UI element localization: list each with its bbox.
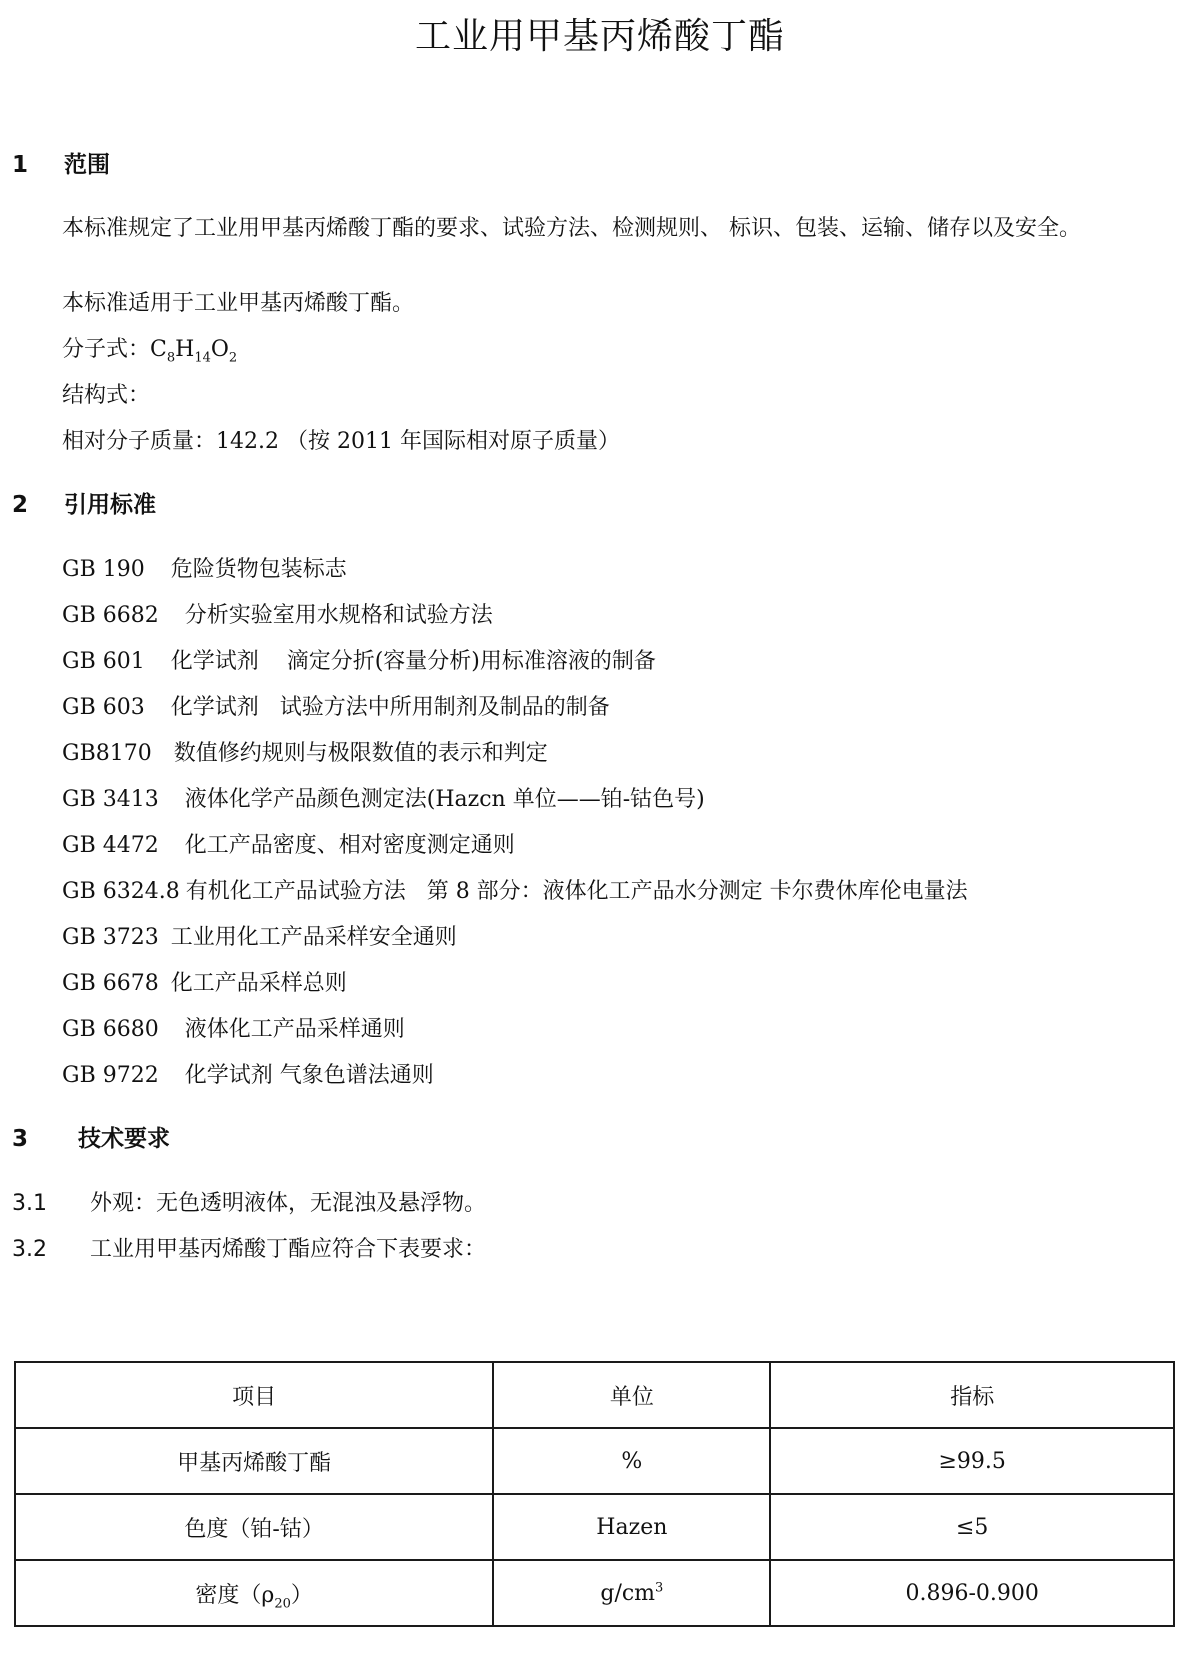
header-unit: 单位	[493, 1362, 770, 1428]
reference-code: GB 6324.8	[62, 879, 180, 904]
reference-item	[62, 1061, 434, 1091]
reference-title: 化工产品采样总则	[170, 971, 347, 996]
formula-o-subscript: 2	[228, 350, 238, 366]
reference-item	[62, 969, 347, 999]
formula-o: O	[210, 337, 229, 362]
section-3-title: 技术要求	[78, 1126, 170, 1152]
header-item: 项目	[15, 1362, 493, 1428]
requirement-3-1-number: 3.1	[12, 1191, 47, 1216]
reference-item	[62, 693, 610, 723]
row-value: ≤5	[770, 1494, 1174, 1560]
row-unit: Hazen	[493, 1494, 770, 1560]
section-1-number: 1	[12, 152, 29, 178]
reference-title: 化学试剂 试验方法中所用制剂及制品的制备	[170, 695, 610, 720]
requirements-table	[14, 1361, 1175, 1627]
reference-title: 液体化学产品颜色测定法(Hazcn 单位——铂-钴色号)	[184, 787, 705, 812]
molar-mass: 相对分子质量：142.2 （按 2011 年国际相对原子质量）	[62, 429, 620, 454]
table-row	[15, 1494, 1174, 1560]
reference-title: 化学试剂 滴定分折(容量分析)用标准溶液的制备	[170, 649, 656, 674]
table-row	[15, 1560, 1174, 1626]
section-2-number: 2	[12, 492, 29, 518]
reference-code: GB 3413	[62, 787, 159, 812]
requirement-3-2-number: 3.2	[12, 1237, 47, 1262]
reference-item	[62, 1015, 405, 1045]
requirement-3-1	[12, 1189, 486, 1219]
reference-code: GB 6678	[62, 971, 159, 996]
reference-code: GB 601	[62, 649, 145, 674]
reference-item	[62, 923, 457, 953]
requirement-3-2	[12, 1235, 486, 1265]
header-value: 指标	[770, 1362, 1174, 1428]
section-3-heading	[12, 1124, 170, 1154]
formula-h: H	[175, 337, 195, 362]
row-value: ≥99.5	[770, 1428, 1174, 1494]
reference-code: GB 6682	[62, 603, 159, 628]
section-1-title: 范围	[64, 152, 110, 178]
formula-label: 分子式：	[62, 337, 151, 362]
reference-code: GB8170	[62, 741, 152, 766]
reference-code: GB 9722	[62, 1063, 159, 1088]
requirement-3-1-text: 外观：无色透明液体，无混浊及悬浮物。	[90, 1191, 487, 1216]
table-row	[15, 1428, 1174, 1494]
requirement-3-2-text: 工业用甲基丙烯酸丁酯应符合下表要求：	[90, 1237, 487, 1262]
formula-c: C	[150, 337, 167, 362]
reference-title: 工业用化工产品采样安全通则	[170, 925, 457, 950]
reference-item	[62, 831, 515, 861]
reference-code: GB 3723	[62, 925, 159, 950]
reference-code: GB 603	[62, 695, 145, 720]
scope-paragraph: 本标准规定了工业用甲基丙烯酸丁酯的要求、试验方法、检测规则、 标识、包装、运输、储存以及安全。	[62, 216, 1081, 241]
reference-item	[62, 785, 705, 815]
reference-item	[62, 739, 548, 769]
reference-item	[62, 877, 968, 907]
density-unit-exponent: 3	[655, 1580, 664, 1596]
reference-title: 化学试剂 气象色谱法通则	[184, 1063, 434, 1088]
reference-item	[62, 555, 347, 585]
reference-title: 有机化工产品试验方法 第 8 部分：液体化工产品水分测定 卡尔费休库伦电量法	[185, 879, 968, 904]
applicability-paragraph: 本标准适用于工业甲基丙烯酸丁酯。	[62, 291, 415, 316]
density-label-close: ）	[290, 1582, 313, 1608]
section-2-title: 引用标准	[64, 492, 156, 518]
section-1-heading	[12, 150, 110, 180]
reference-code: GB 6680	[62, 1017, 159, 1042]
table-header-row	[15, 1362, 1174, 1428]
reference-title: 化工产品密度、相对密度测定通则	[184, 833, 515, 858]
density-unit: g/cm	[600, 1580, 656, 1606]
molecular-formula	[62, 335, 237, 365]
row-unit: %	[493, 1428, 770, 1494]
reference-title: 危险货物包装标志	[170, 557, 347, 582]
reference-title: 分析实验室用水规格和试验方法	[184, 603, 493, 628]
reference-item	[62, 647, 656, 677]
reference-code: GB 190	[62, 557, 145, 582]
section-2-heading	[12, 490, 156, 520]
row-value: 0.896-0.900	[770, 1560, 1174, 1626]
formula-c-subscript: 8	[166, 350, 176, 366]
formula-h-subscript: 14	[194, 350, 211, 366]
row-unit	[493, 1560, 770, 1626]
reference-code: GB 4472	[62, 833, 159, 858]
document-title: 工业用甲基丙烯酸丁酯	[414, 16, 785, 57]
reference-item	[62, 601, 493, 631]
density-label: 密度（ρ	[195, 1582, 275, 1608]
row-item	[15, 1560, 493, 1626]
reference-title: 数值修约规则与极限数值的表示和判定	[173, 741, 548, 766]
row-item: 甲基丙烯酸丁酯	[15, 1428, 493, 1494]
reference-title: 液体化工产品采样通则	[184, 1017, 405, 1042]
section-3-number: 3	[12, 1126, 29, 1152]
structure-formula-label: 结构式：	[62, 383, 151, 408]
density-subscript: 20	[274, 1595, 291, 1611]
row-item: 色度（铂-钴）	[15, 1494, 493, 1560]
